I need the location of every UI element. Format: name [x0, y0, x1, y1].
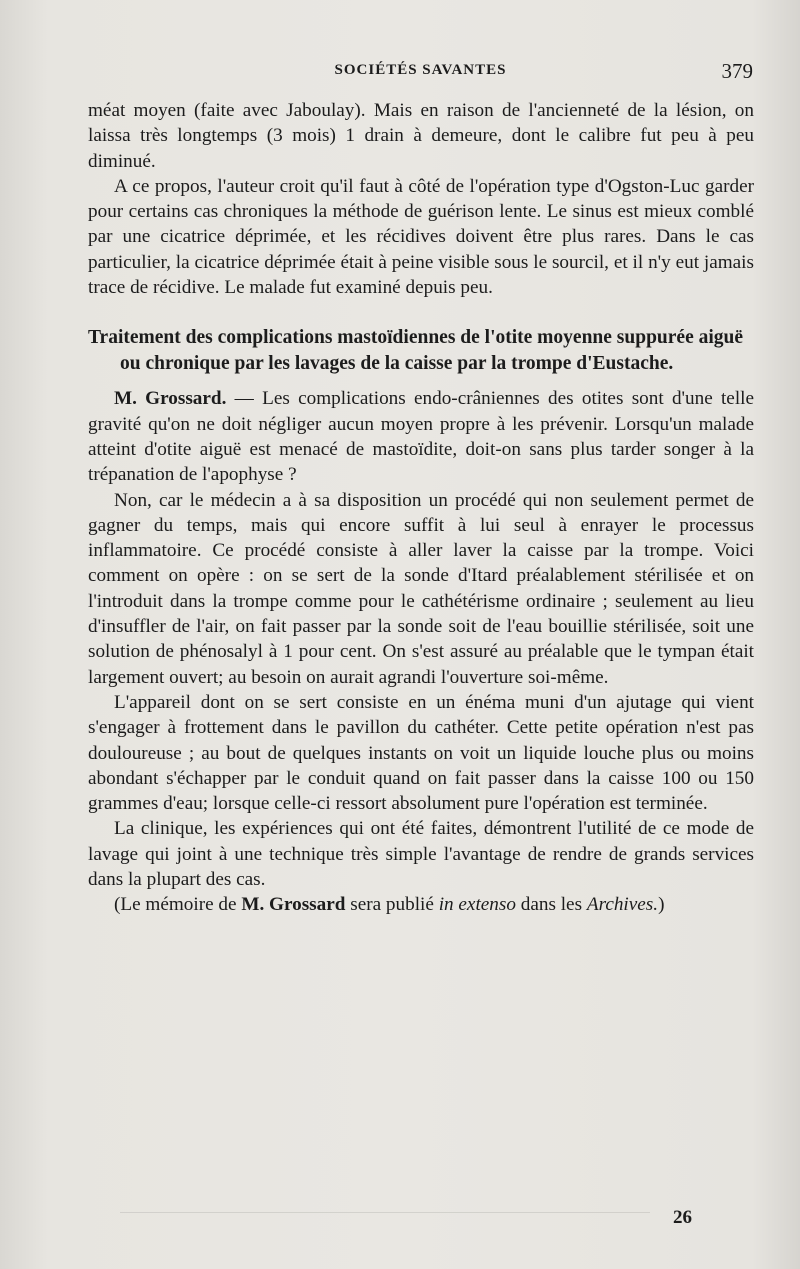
grossard-paragraph-1 — [88, 386, 754, 487]
running-title: SOCIÉTÉS SAVANTES — [334, 62, 507, 78]
author-name: M. Grossard. — [114, 388, 227, 410]
closing-author: M. Grossard — [241, 894, 346, 916]
closing-end: ) — [658, 894, 665, 916]
closing-italic-archives: Archives. — [586, 894, 659, 916]
bleed-through-line — [120, 1212, 650, 1213]
closing-italic-in-extenso: in extenso — [438, 894, 516, 916]
apropos-paragraph: A ce propos, l'auteur croit qu'il faut à côté de l'opération type d'Ogston-Luc garder pour certains cas chroniques la méthode de guérison lente. Le sinus est mieux comblé par une cicatrice déprimée, et les récidives doivent être plus rares. Dans le cas particulier, la cicatrice déprimée était à peine visible sous le sourcil, et il n'y eut jamais trace de récidive. Le malade fut examiné depuis peu. — [88, 175, 754, 299]
grossard-paragraph-3: L'appareil dont on se sert consiste en un énéma muni d'un ajutage qui vient s'engager à frottement dans le pavillon du cathéter. Cette petite opération n'est pas douloureuse ; au bout de quelques instants on voit un liquide louche plus ou moins abondant s'échapper par le conduit quand on fait passer dans la caisse 100 ou 150 grammes d'eau; lorsque celle-ci ressort absolument pure l'opération est terminée. — [88, 691, 754, 815]
closing-mid-2: dans les — [515, 894, 587, 916]
closing-note — [88, 892, 754, 917]
closing-mid: sera publié — [345, 894, 439, 916]
section-heading: Traitement des complications mastoïdiennes de l'otite moyenne suppurée aiguë ou chronique par les lavages de la caisse par la trompe d'Eustache. — [88, 327, 744, 375]
grossard-paragraph-4: La clinique, les expériences qui ont été faites, démontrent l'utilité de ce mode de lavage qui joint à une technique très simple l'avantage de rendre de grands services dans la plupart des cas. — [88, 818, 754, 891]
closing-start: (Le mémoire de — [114, 894, 242, 916]
intro-paragraph: méat moyen (faite avec Jaboulay). Mais en raison de l'ancienneté de la lésion, on laissa très longtemps (3 mois) 1 drain à demeure, dont le calibre fut peu à peu diminué. — [88, 100, 754, 172]
grossard-paragraph-2: Non, car le médecin a à sa disposition un procédé qui non seulement permet de gagner du temps, mais qui encore suffit à lui seul à enrayer le processus inflammatoire. Ce procédé consiste à aller laver la caisse par la trompe. Voici comment on opère : on se sert de la sonde d'Itard préalablement stérilisée et on l'introduit dans la trompe comme pour le cathétérisme ordinaire ; seulement au lieu d'insuffler de l'air, on fait passer par la sonde soit de l'eau bouillie stérilisée, soit une solution de phénosalyl à 1 pour cent. On s'est assuré au préalable que le tympan était largement ouvert; au besoin on aurait agrandi l'ouverture soi-même. — [88, 489, 754, 688]
signature-number: 26 — [673, 1207, 692, 1228]
page-header — [88, 59, 753, 88]
page-number: 379 — [721, 59, 753, 83]
body-text — [88, 98, 754, 918]
paragraph-1-text: — Les complications endo-crâniennes des otites sont d'une telle gravité qu'on ne doit négliger aucun moyen propre à les prévenir. Lorsqu'un malade atteint d'otite aiguë est menacé de mastoïdite, doit-on sans plus tarder songer à la trépanation de l'apophyse ? — [88, 388, 755, 486]
